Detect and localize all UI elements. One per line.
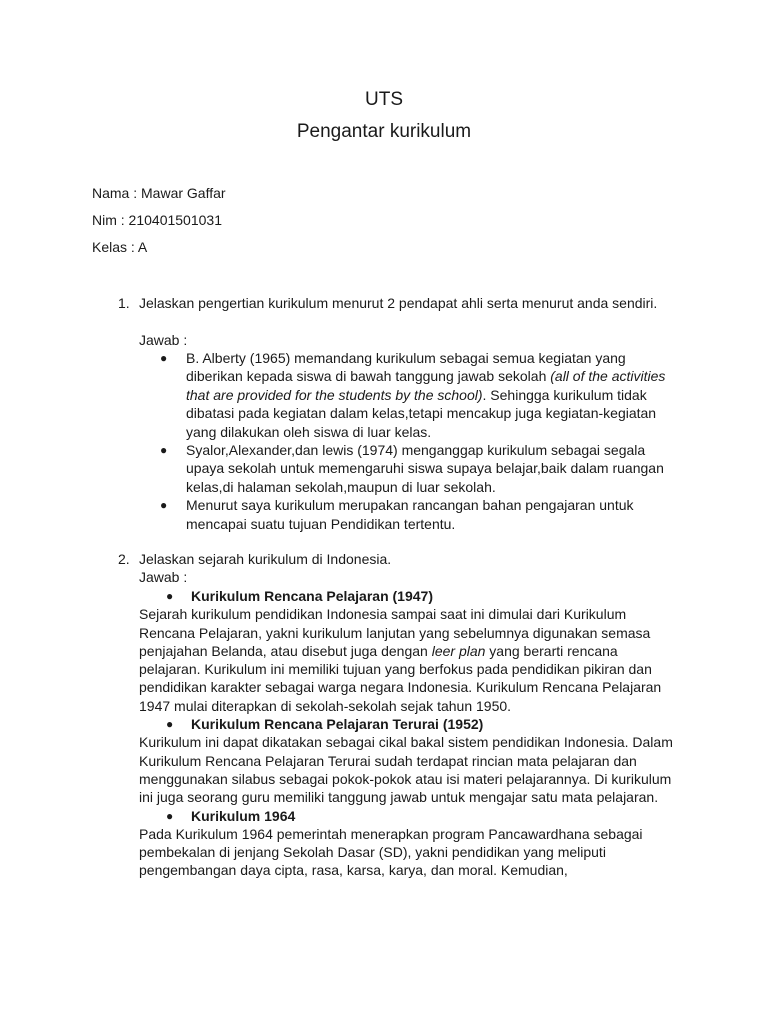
section-title: Kurikulum Rencana Pelajaran (1947) xyxy=(191,588,433,604)
history-section xyxy=(0,715,768,806)
list-item-text: Menurut saya kurikulum merupakan rancangan bahan pengajaran untuk mencapai suatu tujuan Pendidikan tertentu. xyxy=(186,497,634,532)
section-paragraph: Sejarah kurikulum pendidikan Indonesia sampai saat ini dimulai dari Kurikulum Rencana Pelajaran, yakni kurikulum lanjutan yang sebelumnya digunakan semasa penjajahan Belanda, atau disebut juga dengan leer plan yang berarti rencana pelajaran. Kurikulum ini memiliki tujuan yang berfokus pada pendidikan pikiran dan pendidikan karakter sebagai warga negara Indonesia. Kurikulum Rencana Pelajaran 1947 mulai diterapkan di sekolah-sekolah sejak tahun 1950. xyxy=(139,606,662,714)
student-id: Nim : 210401501031 xyxy=(92,212,222,228)
bullet-icon: ● xyxy=(160,443,168,458)
bullet-icon: ● xyxy=(166,589,174,603)
bullet-icon: ● xyxy=(160,498,168,513)
list-item xyxy=(0,496,768,533)
student-class: Kelas : A xyxy=(92,239,148,255)
bullet-icon: ● xyxy=(160,351,168,365)
section-paragraph: Pada Kurikulum 1964 pemerintah menerapkan program Pancawardhana sebagai pembekalan di jenjang Sekolah Dasar (SD), yakni pendidikan yang meliputi pengembangan daya cipta, rasa, karsa, karya, dan moral. Kemudian, xyxy=(139,825,643,879)
question-number: 2. xyxy=(118,551,130,567)
document-title: UTS xyxy=(365,89,403,110)
section-heading xyxy=(0,715,768,733)
list-item-text: Syalor,Alexander,dan lewis (1974) menganggap kurikulum sebagai segala upaya sekolah untuk memengaruhi siswa supaya belajar,baik dalam ruangan kelas,di halaman sekolah,maupun di luar sekolah. xyxy=(186,442,664,495)
question-text: Jelaskan pengertian kurikulum menurut 2 pendapat ahli serta menurut anda sendiri. xyxy=(139,295,658,311)
list-item xyxy=(0,441,768,496)
section-title: Kurikulum Rencana Pelajaran Terurai (1952) xyxy=(191,716,484,733)
student-name: Nama : Mawar Gaffar xyxy=(92,185,226,201)
history-sections xyxy=(0,587,768,880)
answer-list xyxy=(0,349,768,533)
list-item xyxy=(0,349,768,441)
answer-label: Jawab : xyxy=(139,332,188,348)
section-paragraph: Kurikulum ini dapat dikatakan sebagai cikal bakal sistem pendidikan Indonesia. Dalam Kurikulum Rencana Pelajaran Terurai sudah terdapat rincian mata pelajaran dan menggunakan silabus sebagai pokok-pokok atau isi materi pelajarannya. Di kurikulum ini juga seorang guru memiliki tanggung jawab untuk mengajar satu mata pelajaran. xyxy=(139,734,673,806)
question-number: 1. xyxy=(118,295,130,311)
history-section xyxy=(0,807,768,880)
bullet-icon: ● xyxy=(166,717,174,732)
section-heading xyxy=(0,587,768,605)
question-text: Jelaskan sejarah kurikulum di Indonesia. xyxy=(139,551,392,567)
answer-label: Jawab : xyxy=(139,569,188,585)
section-title: Kurikulum 1964 xyxy=(191,807,296,824)
history-section xyxy=(0,587,768,715)
bullet-icon: ● xyxy=(166,808,174,823)
list-item-text: B. Alberty (1965) memandang kurikulum sebagai semua kegiatan yang diberikan kepada siswa di bawah tanggung jawab sekolah (all of the activities that are provided for the students by the school). Sehingga kurikulum tidak dibatasi pada kegiatan dalam kelas,tetapi mencakup juga kegiatan-kegiatan yang dilakukan oleh siswa di luar kelas. xyxy=(186,350,666,440)
document-subtitle: Pengantar kurikulum xyxy=(296,121,472,142)
section-heading xyxy=(0,807,768,825)
